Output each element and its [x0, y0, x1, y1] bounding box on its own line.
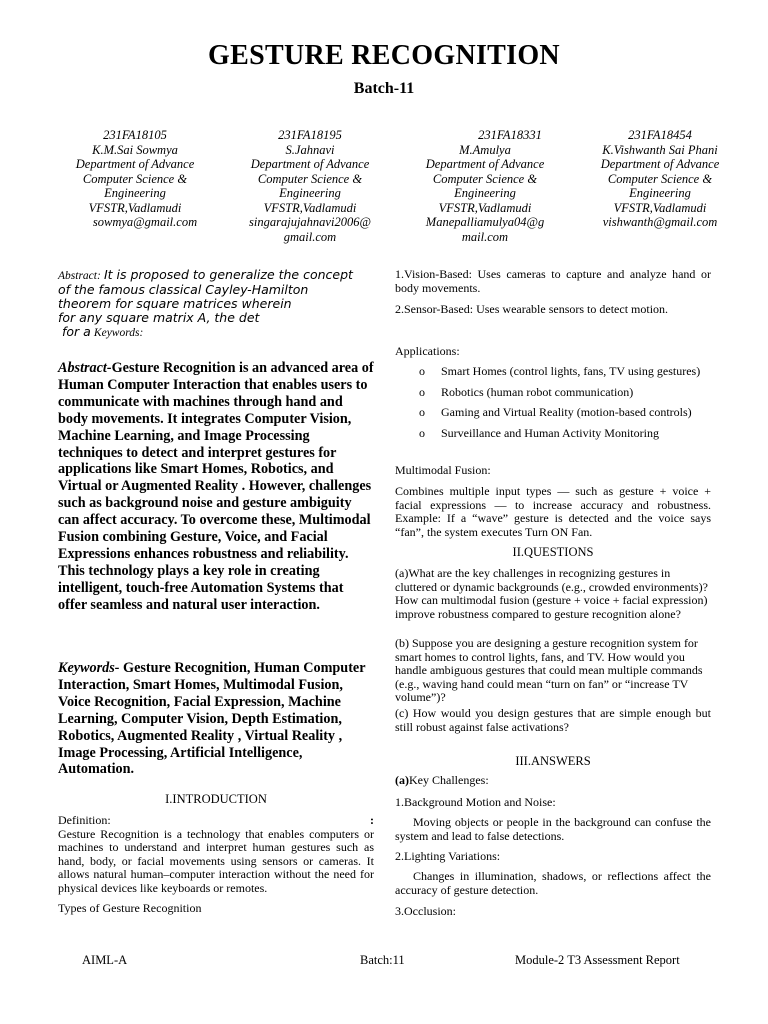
author-dept: Computer Science & [82, 171, 188, 186]
author-dept: Computer Science & [257, 171, 363, 186]
author-institution: VFSTR,Vadlamudi [613, 200, 707, 215]
types-label: Types of Gesture Recognition [58, 901, 202, 915]
bullet-icon: o [419, 384, 425, 399]
author-email: sowmya@gmail.com [92, 215, 198, 229]
section-title: QUESTIONS [524, 545, 594, 559]
author-name: K.M.Sai Sowmya [92, 142, 178, 157]
fusion-label: Multimodal Fusion: [395, 463, 491, 477]
author-block [47, 128, 223, 230]
author-dept: Engineering [454, 186, 516, 200]
definition-row [58, 814, 374, 896]
answer-item-2-text: Changes in illumination, shadows, or reflections affect the accuracy of gesture detection. [395, 869, 711, 897]
paper-subtitle: Batch-11 [353, 80, 415, 97]
author-id: 231FA18454 [628, 128, 692, 142]
author-dept: Department of Advance [250, 157, 370, 171]
question-b: (b) Suppose you are designing a gesture recognition system for smart homes to control lights, fans, and TV. How would you handle ambiguous gestures that could mean multiple commands (e.g., waving hand could mean “turn on fan” or “increase TV volume”)? [395, 636, 703, 705]
author-institution: VFSTR,Vadlamudi [88, 200, 182, 215]
bullet-icon: o [419, 405, 425, 420]
author-email: vishwanth@gmail.com [602, 215, 718, 229]
answer-item-1: 1.Background Motion and Noise: [395, 795, 556, 809]
author-dept: Engineering [104, 186, 166, 200]
abstract-template-label: Abstract: [58, 270, 101, 282]
abstract-text: Gesture Recognition is an advanced area of Human Computer Interaction that enables users to communicate with machines through hand and body movements. It integrates Computer Vision, Machine Learning, and Image Processing techniques to detect and interpret gestures for applications like Smart Homes, Robotics, and Virtual or Augmented Reality . However, challenges such as background noise and gesture ambiguity can affect accuracy. To overcome these, Multimodal Fusion combining Gesture, Voice, and Facial Expressions enhances robustness and reliability. This technology plays a key role in creating intelligent, touch-free Automation Systems that offer seamless and natural user interaction. [58, 360, 374, 613]
abstract-template-text: It is proposed to generalize the concept [103, 267, 353, 282]
abstract-template-text: for a [58, 324, 91, 339]
abstract-label: Abstract- [58, 360, 112, 376]
keywords-text: Gesture Recognition, Human Computer Interaction, Smart Homes, Multimodal Fusion, Voice Recognition, Facial Expression, Machine Learning, Computer Vision, Depth Estimation, Robotics, Augmented Reality , Virtual Reality , Image Processing, Artificial Intelligence, Automation. [58, 660, 366, 778]
author-dept: Department of Advance [600, 157, 720, 171]
template-abstract [58, 268, 374, 340]
author-email: Manepalliamulya04@g [425, 215, 545, 229]
author-email: singarajujahnavi2006@ [249, 215, 371, 229]
bullet-icon: o [419, 364, 425, 378]
keywords-template-label: Keywords: [93, 327, 144, 339]
author-dept: Department of Advance [425, 157, 545, 171]
answer-item-2: 2.Lighting Variations: [395, 849, 501, 863]
abstract-template-text: of the famous classical Cayley-Hamilton [58, 282, 309, 297]
list-item: o Robotics (human robot communication) [419, 384, 634, 399]
author-id: 231FA18105 [103, 128, 167, 142]
list-item: o Gaming and Virtual Reality (motion-based controls) [419, 405, 692, 420]
question-c: (c) How would you design gestures that are simple enough but still robust against false activations? [395, 706, 711, 734]
footer-right: Module-2 T3 Assessment Report [515, 953, 680, 967]
footer-left: AIML-A [82, 953, 128, 967]
author-block [572, 128, 748, 230]
list-item: o Surveillance and Human Activity Monitoring [419, 425, 659, 440]
section-number: II. [512, 545, 524, 559]
keywords [58, 660, 374, 778]
section-heading-introduction: I.INTRODUCTION [165, 792, 267, 806]
answer-item-3: 3.Occlusion: [395, 904, 456, 918]
author-id: 231FA18331 [478, 128, 542, 142]
author-id: 231FA18195 [278, 128, 342, 142]
author-name: M.Amulya [459, 142, 511, 157]
definition-label: Definition: [58, 813, 111, 827]
keywords-label: Keywords- [58, 660, 120, 676]
author-email: gmail.com [283, 229, 337, 244]
paper-title: GESTURE RECOGNITION [208, 40, 560, 71]
applications-label: Applications: [395, 344, 460, 358]
author-name: K.Vishwanth Sai Phani [602, 142, 718, 157]
list-item: o Smart Homes (control lights, fans, TV using gestures) [419, 364, 701, 378]
author-dept: Engineering [629, 186, 691, 200]
abstract-template-text: theorem for square matrices wherein [58, 296, 292, 311]
author-dept: Engineering [279, 186, 341, 200]
author-dept: Computer Science & [607, 171, 713, 186]
author-institution: VFSTR,Vadlamudi [438, 200, 532, 215]
applications-list [395, 365, 711, 447]
type-sensor-based: 2.Sensor-Based: Uses wearable sensors to detect motion. [395, 302, 669, 316]
type-vision-based: 1.Vision-Based: Uses cameras to capture and analyze hand or body movements. [395, 267, 711, 295]
section-heading-questions [395, 545, 711, 560]
question-a: (a)What are the key challenges in recognizing gestures in cluttered or dynamic backgrounds (e.g., crowded environments)? How can multimodal fusion (gesture + voice + facial expression) improve robustness compared to gesture recognition alone? [395, 566, 708, 621]
footer-center: Batch:11 [360, 953, 405, 967]
answer-item-1-text: Moving objects or people in the background can confuse the system and lead to false detections. [395, 815, 711, 843]
author-name: S.Jahnavi [285, 142, 335, 157]
author-email: mail.com [461, 229, 509, 244]
definition-colon: : [370, 813, 374, 827]
author-dept: Computer Science & [432, 171, 538, 186]
bullet-icon: o [419, 425, 425, 440]
answer-title: Key Challenges: [409, 773, 489, 787]
definition-text: Gesture Recognition is a technology that enables computers or machines to understand and interpret human gestures such as hand, body, or facial movements using sensors or cameras. It allows natural human–computer interaction without the need for physical devices like keyboards or remotes. [58, 826, 374, 895]
answer-a-heading [395, 774, 711, 788]
fusion-text: Combines multiple input types — such as gesture + voice + facial expressions — to increase accuracy and robustness. Example: If a “wave” gesture is detected and the voice says “fan”, the system executes Turn ON Fan. [395, 484, 711, 539]
author-institution: VFSTR,Vadlamudi [263, 200, 357, 215]
abstract-template-text: for any square matrix A, the det [58, 310, 260, 325]
author-block [397, 128, 573, 244]
author-block [222, 128, 398, 244]
section-heading-answers: III.ANSWERS [515, 754, 591, 768]
abstract [58, 360, 374, 614]
answer-label: (a) [395, 773, 409, 787]
author-dept: Department of Advance [75, 157, 195, 171]
